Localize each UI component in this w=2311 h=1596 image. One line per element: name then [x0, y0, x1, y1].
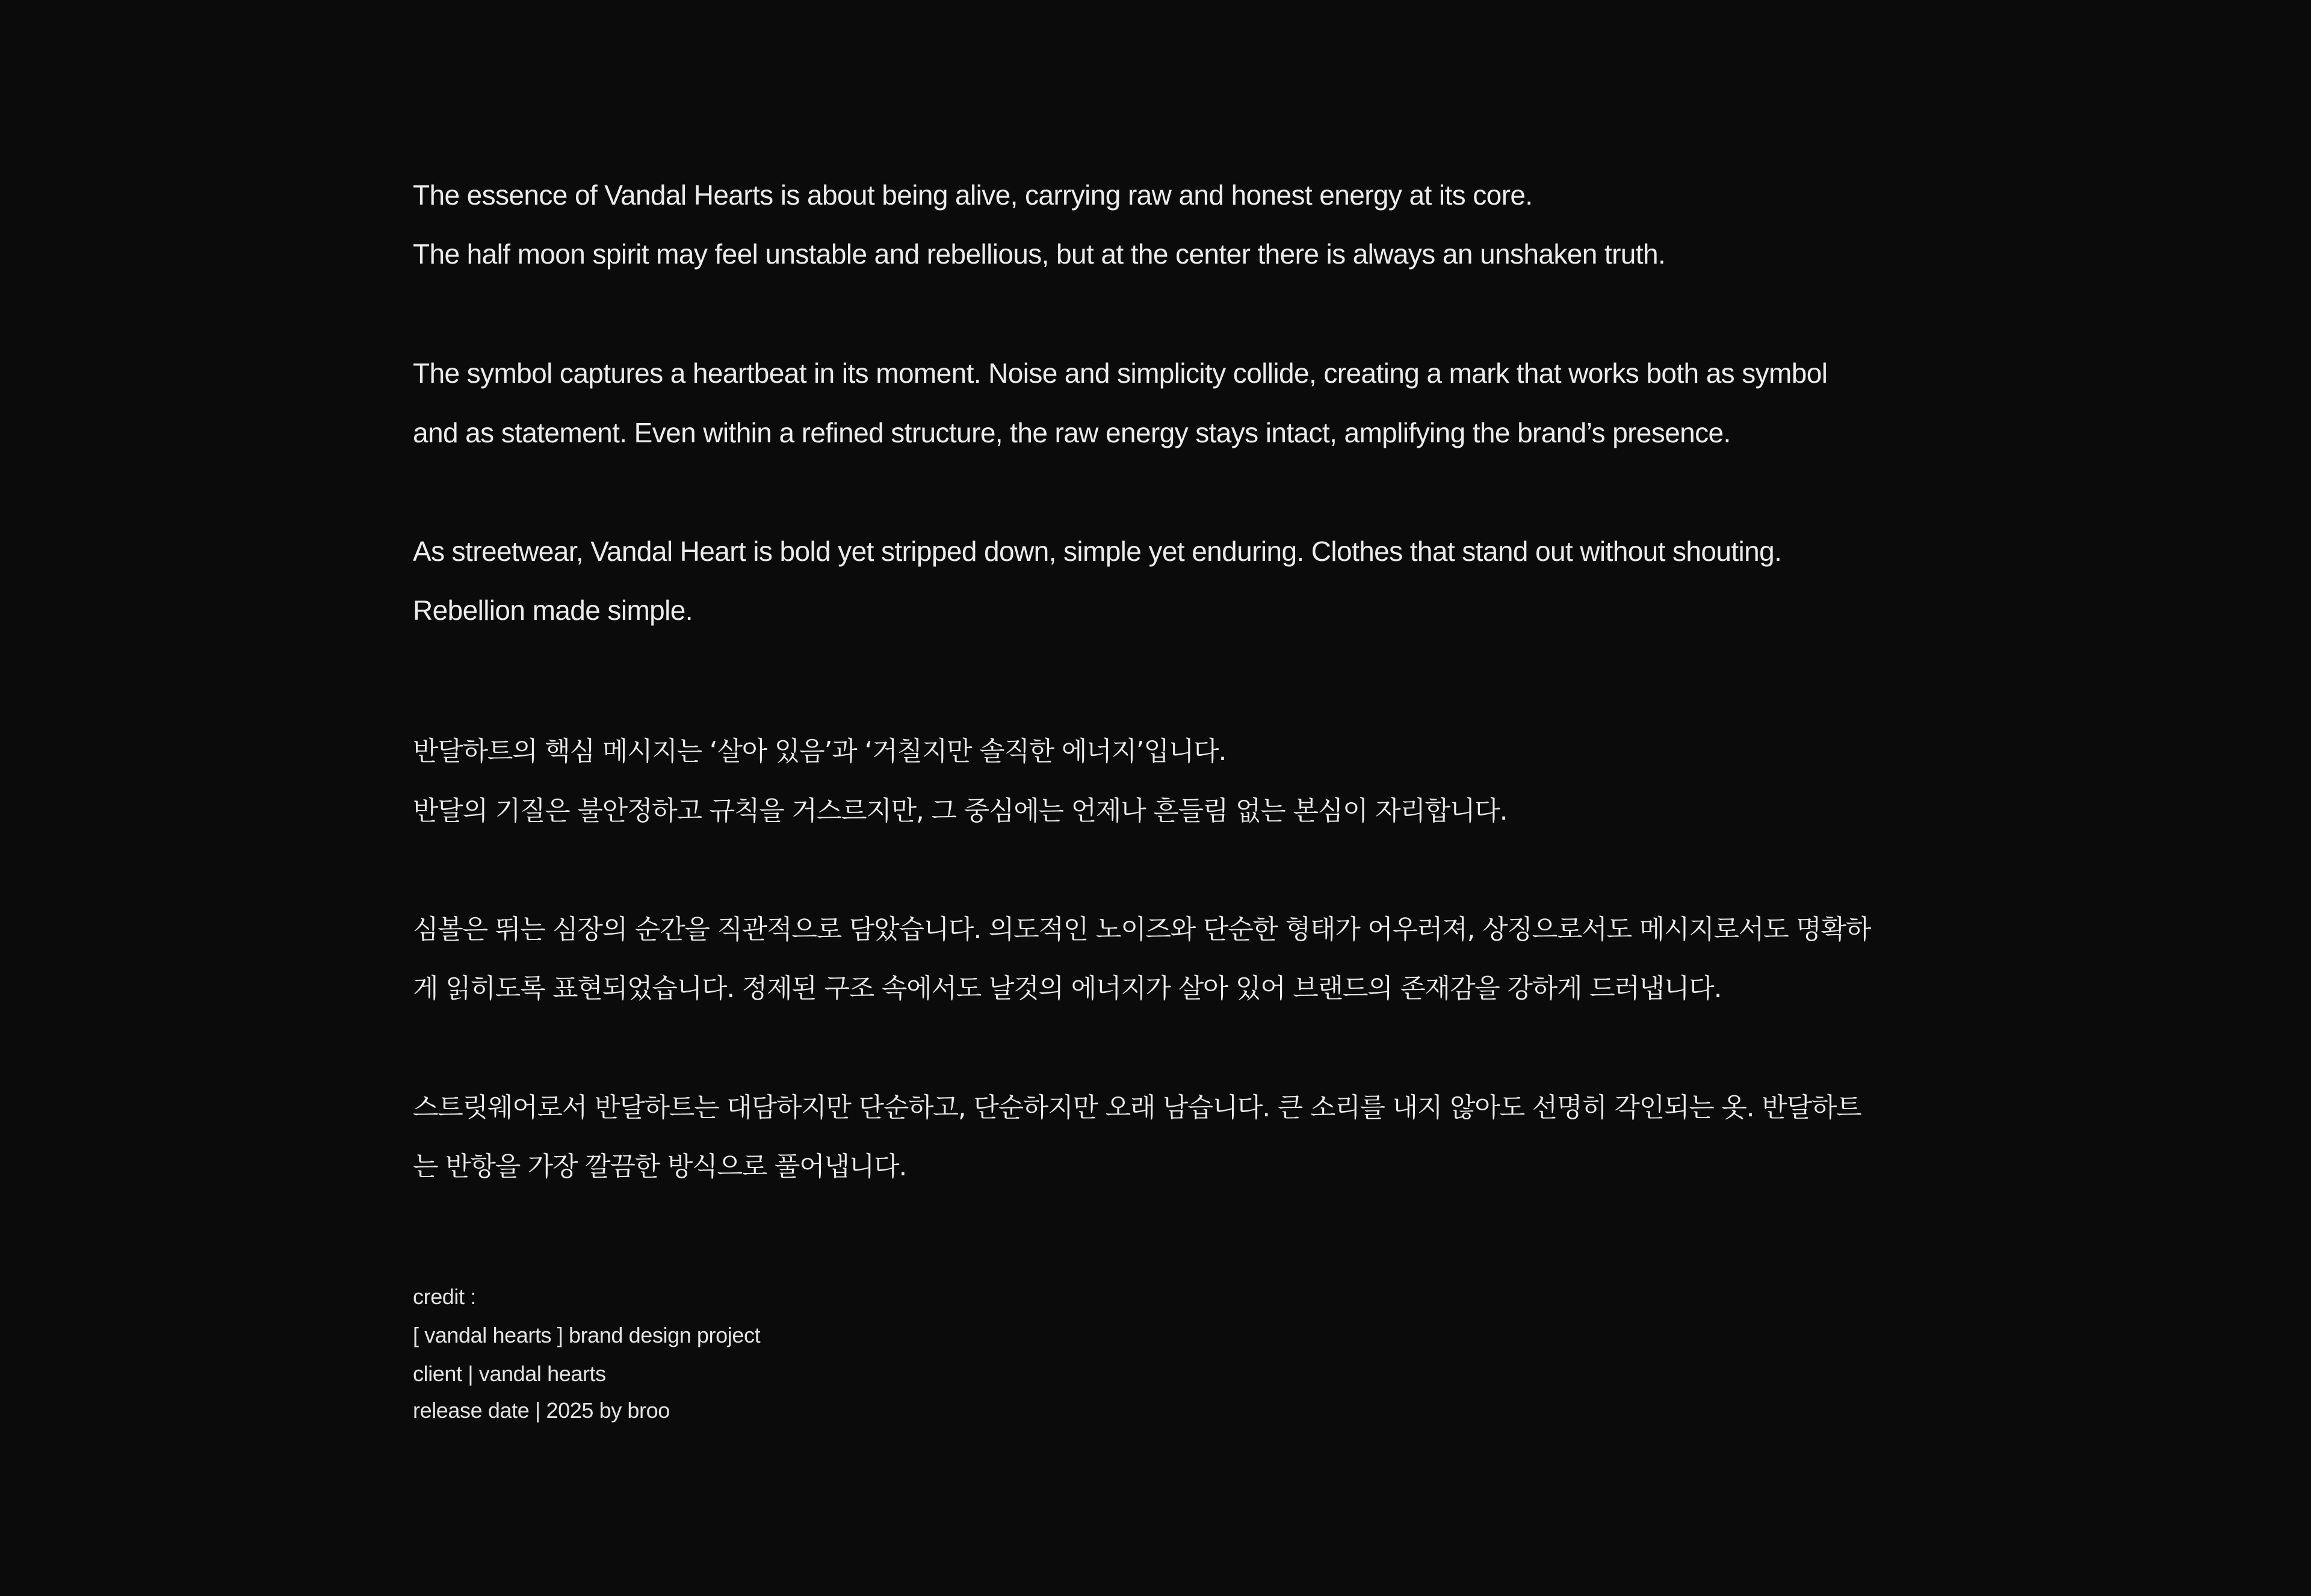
text-line: and as statement. Even within a refined structure, the raw energy stays intact, amplifying the brand’s presence. [413, 417, 1731, 448]
text-line: The half moon spirit may feel unstable and rebellious, but at the center there is always an unshaken truth. [413, 238, 1666, 270]
text-line: 반달의 기질은 불안정하고 규칙을 거스르지만, 그 중심에는 언제나 흔들림 없는 본심이 자리합니다. [413, 796, 1508, 826]
credit-project: [ vandal hearts ] brand design project [413, 1323, 761, 1347]
text-line: 심볼은 뛰는 심장의 순간을 직관적으로 담았습니다. 의도적인 노이즈와 단순한 형태가 어우러져, 상징으로서도 메시지로서도 명확하 [413, 914, 1871, 945]
text-line: The essence of Vandal Hearts is about being alive, carrying raw and honest energy at its core. [413, 179, 1533, 211]
text-line: The symbol captures a heartbeat in its moment. Noise and simplicity collide, creating a mark that works both as symbol [413, 357, 1828, 389]
text-line: 게 읽히도록 표현되었습니다. 정제된 구조 속에서도 날것의 에너지가 살아 있어 브랜드의 존재감을 강하게 드러냅니다. [413, 973, 1722, 1004]
credit-heading: credit : [413, 1284, 476, 1309]
text-line: As streetwear, Vandal Heart is bold yet stripped down, simple yet enduring. Clothes that stand out without shouting. [413, 536, 1782, 567]
text-line: 는 반항을 가장 깔끔한 방식으로 풀어냅니다. [413, 1151, 907, 1182]
text-line: Rebellion made simple. [413, 595, 693, 626]
credit-client: client | vandal hearts [413, 1361, 606, 1386]
text-line: 스트릿웨어로서 반달하트는 대담하지만 단순하고, 단순하지만 오래 남습니다. 큰 소리를 내지 않아도 선명히 각인되는 옷. 반달하트 [413, 1092, 1861, 1123]
text-line: 반달하트의 핵심 메시지는 ‘살아 있음’과 ‘거칠지만 솔직한 에너지’입니다. [413, 736, 1227, 767]
credit-release-date: release date | 2025 by broo [413, 1398, 670, 1423]
